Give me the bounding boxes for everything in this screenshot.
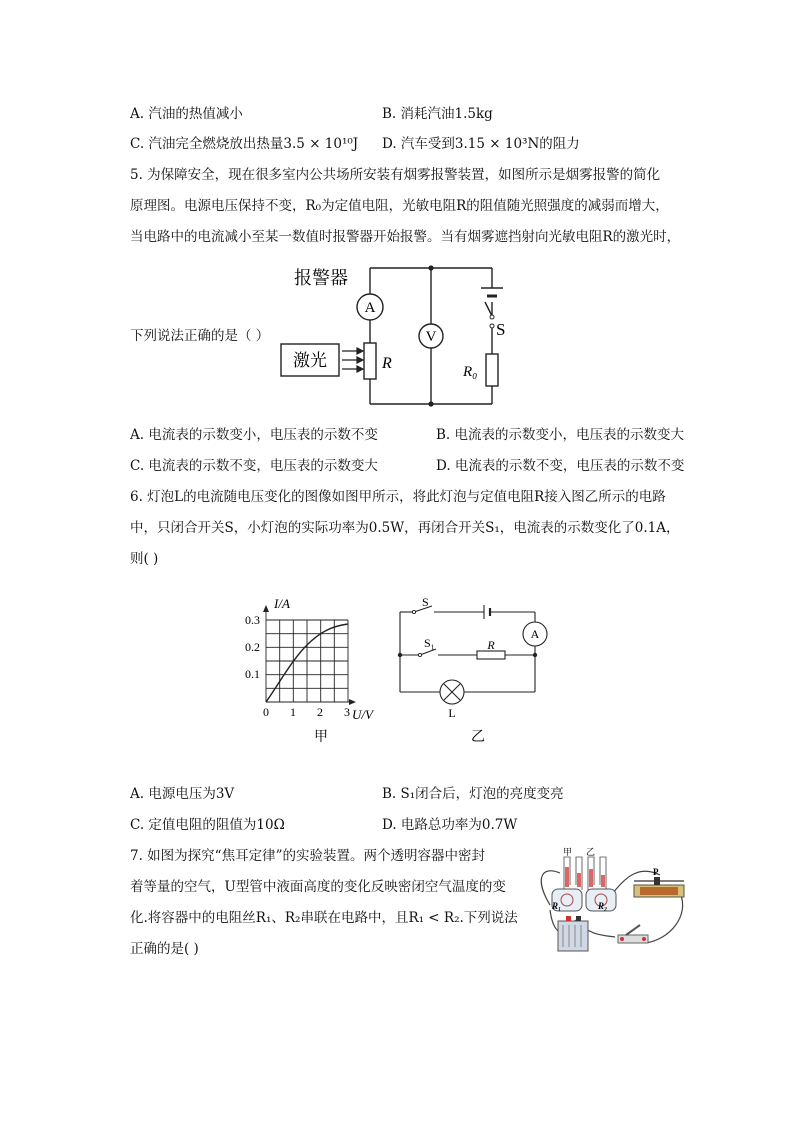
q7-stem-line-4: 正确的是( ) xyxy=(130,941,199,957)
q6-stem-line-1: 6. 灯泡L的电流随电压变化的图像如图甲所示，将此灯泡与定值电阻R接入图乙所示的电路 xyxy=(130,489,666,505)
q7-stem-line-2: 着等量的空气，U型管中液面高度的变化反映密闭空气温度的变 xyxy=(130,879,506,895)
graph-x-tick-3: 3 xyxy=(344,705,350,719)
graph-x-tick-0: 0 xyxy=(263,705,269,719)
q4-option-c: C. 汽油完全燃烧放出热量3.5 × 10¹⁰J xyxy=(130,136,359,152)
ammeter-label: A xyxy=(364,300,376,316)
graph-x-tick-2: 2 xyxy=(317,705,323,719)
q5-stem-line-3: 当电路中的电流减小至某一数值时报警器开始报警。当有烟雾遮挡射向光敏电阻R的激光时， xyxy=(130,229,681,245)
q6-option-b: B. S₁闭合后，灯泡的亮度变亮 xyxy=(382,786,564,802)
graph-y-tick-0.2: 0.2 xyxy=(245,640,260,654)
q6-option-a: A. 电源电压为3V xyxy=(130,786,235,802)
q7-stem-line-1: 7. 如图为探究“焦耳定律”的实验装置。两个透明容器中密封 xyxy=(130,848,485,864)
q4-option-b: B. 消耗汽油1.5kg xyxy=(382,106,493,122)
laser-label: 激光 xyxy=(293,351,327,371)
switch-s-label: S xyxy=(496,320,506,339)
joule-law-apparatus-figure xyxy=(530,845,695,960)
q5-option-a: A. 电流表的示数变小，电压表的示数不变 xyxy=(130,427,378,443)
circuit-caption: 乙 xyxy=(471,729,485,745)
q5-stem-line-1: 5. 为保障安全，现在很多室内公共场所安装有烟雾报警装置，如图所示是烟雾报警的简化 xyxy=(130,167,661,183)
tube-label-yi: 乙 xyxy=(586,848,596,858)
circuit-switch-s1-label: S₁ xyxy=(424,636,435,650)
lamp-resistor-circuit xyxy=(392,592,562,748)
circuit-lamp-label: L xyxy=(448,706,456,720)
q7-stem-line-3: 化.将容器中的电阻丝R₁、R₂串联在电路中，且R₁ < R₂.下列说法 xyxy=(130,910,518,926)
graph-caption: 甲 xyxy=(314,729,328,745)
q5-option-b: B. 电流表的示数变小，电压表的示数变大 xyxy=(436,427,685,443)
circuit-switch-s-label: S xyxy=(422,595,429,609)
r1-label: R₁ xyxy=(552,901,562,911)
graph-x-axis-label: U/V xyxy=(352,707,373,722)
graph-y-tick-0.3: 0.3 xyxy=(245,613,260,627)
q5-option-c: C. 电流表的示数不变，电压表的示数变大 xyxy=(130,458,378,474)
q6-option-d: D. 电路总功率为0.7W xyxy=(382,817,518,833)
graph-y-tick-0.1: 0.1 xyxy=(245,667,260,681)
q4-option-d: D. 汽车受到3.15 × 10³N的阻力 xyxy=(382,136,580,152)
q5-stem-line-2: 原理图。电源电压保持不变，R₀为定值电阻，光敏电阻R的阻值随光照强度的减弱而增大， xyxy=(130,198,669,214)
q6-option-c: C. 定值电阻的阻值为10Ω xyxy=(130,817,285,833)
q5-stem-line-4: 下列说法正确的是（ ） xyxy=(130,328,270,344)
q6-stem-line-2: 中，只闭合开关S，小灯泡的实际功率为0.5W，再闭合开关S₁，电流表的示数变化了0.1A， xyxy=(130,520,680,536)
smoke-alarm-circuit-diagram xyxy=(278,258,518,410)
q6-stem-line-3: 则( ) xyxy=(130,551,159,567)
graph-y-axis-label: I/A xyxy=(274,596,290,611)
resistor-r-label: R xyxy=(382,355,392,372)
circuit-ammeter-label: A xyxy=(530,627,540,641)
rheostat-p-label: P xyxy=(653,867,659,877)
graph-x-tick-1: 1 xyxy=(290,705,296,719)
r2-label: R₂ xyxy=(598,901,608,911)
circuit-resistor-label: R xyxy=(487,638,495,652)
q5-option-d: D. 电流表的示数不变，电压表的示数不变 xyxy=(436,458,685,474)
voltmeter-label: V xyxy=(425,329,437,345)
tube-label-jia: 甲 xyxy=(563,848,573,858)
alarm-label: 报警器 xyxy=(294,268,348,289)
q4-option-a: A. 汽油的热值减小 xyxy=(130,106,243,122)
lamp-iv-graph xyxy=(240,590,385,750)
resistor-r0-label: R₀ xyxy=(463,364,478,380)
